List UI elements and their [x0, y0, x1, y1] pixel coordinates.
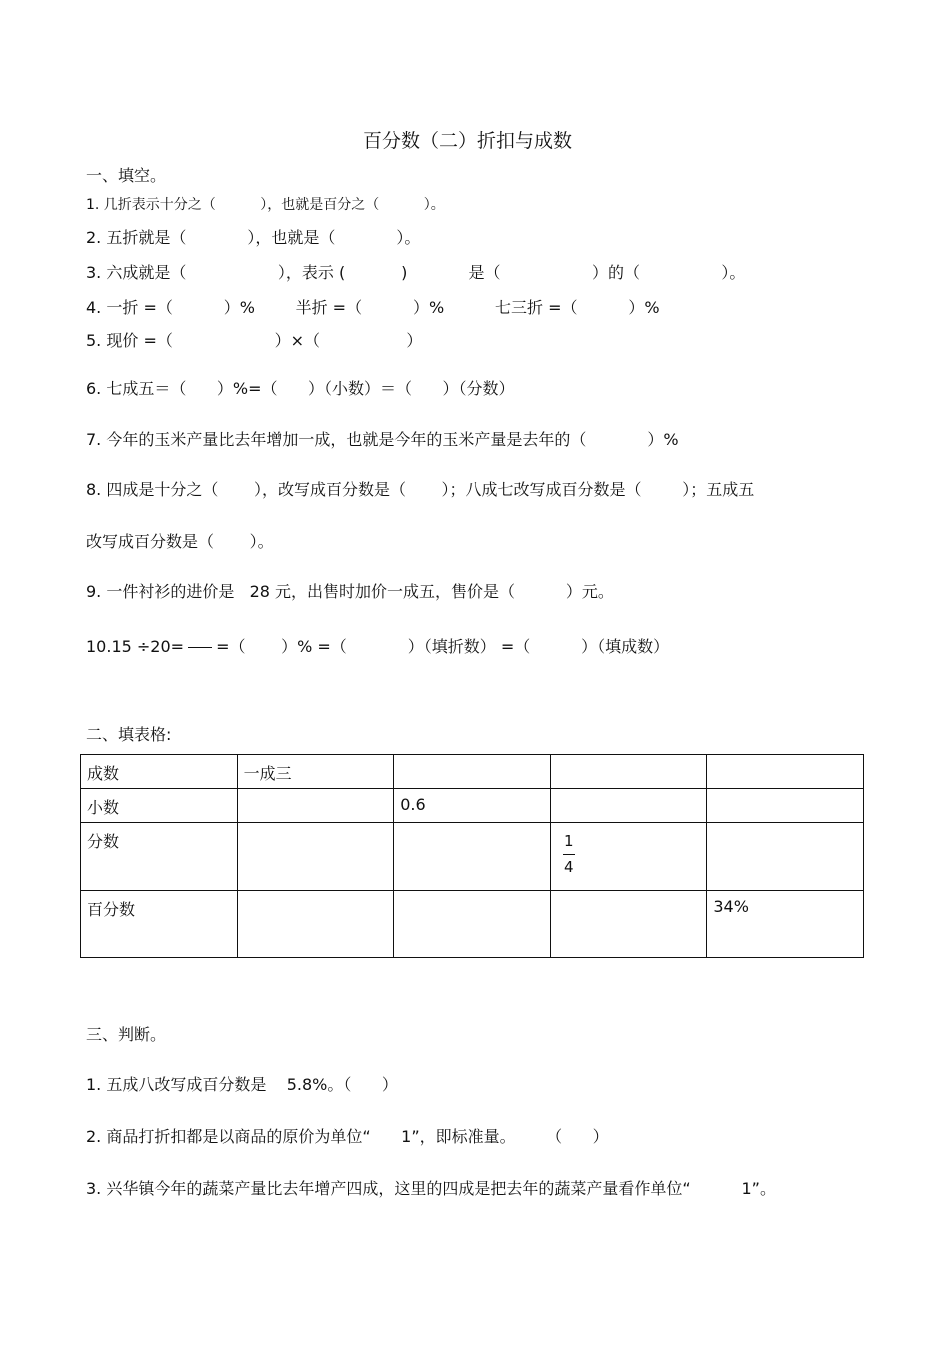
- question-1-9: 9. 一件衬衫的进价是 28 元，出售时加价一成五，售价是（ ）元。: [86, 582, 614, 601]
- fraction-denominator: 4: [564, 858, 574, 876]
- judgement-2: 2. 商品打折扣都是以商品的原价为单位“ 1”，即标准量。 （ ）: [86, 1127, 609, 1146]
- table-cell: [237, 823, 394, 891]
- question-1-10: [86, 637, 669, 657]
- section1-heading: 一、填空。: [86, 166, 167, 185]
- table-cell: 34%: [707, 891, 864, 958]
- table-cell: [707, 789, 864, 823]
- question-1-10-rest: =（ ）% =（ ）（填折数） =（ ）（填成数）: [216, 637, 670, 656]
- judgement-1: 1. 五成八改写成百分数是 5.8%。（ ）: [86, 1075, 398, 1094]
- question-1-4: 4. 一折 =（ ）% 半折 =（ ）% 七三折 =（ ）%: [86, 298, 660, 317]
- table-cell: 小数: [81, 789, 238, 823]
- section3-heading: 三、判断。: [86, 1025, 167, 1044]
- question-1-1: 1. 几折表示十分之（ ），也就是百分之（ ）。: [86, 197, 445, 213]
- table-row: [81, 789, 864, 823]
- table-row: [81, 891, 864, 958]
- table-cell: [394, 755, 551, 789]
- fraction-numerator: 1: [564, 832, 574, 850]
- table-cell-fraction: [550, 823, 707, 891]
- question-1-7: 7. 今年的玉米产量比去年增加一成，也就是今年的玉米产量是去年的（ ）%: [86, 430, 679, 449]
- table-cell: [550, 789, 707, 823]
- table-cell: 分数: [81, 823, 238, 891]
- fraction: [563, 833, 575, 876]
- table-cell: [550, 755, 707, 789]
- table-cell: [394, 891, 551, 958]
- fraction-bar: [563, 854, 575, 855]
- judgement-3: 3. 兴华镇今年的蔬菜产量比去年增产四成，这里的四成是把去年的蔬菜产量看作单位“ 1”。: [86, 1179, 776, 1198]
- question-1-6: 6. 七成五＝（ ）%=（ ）（小数）＝（ ）（分数）: [86, 379, 515, 398]
- table-cell: 一成三: [237, 755, 394, 789]
- table-cell: 百分数: [81, 891, 238, 958]
- conversion-table: [80, 754, 864, 958]
- section2-heading: 二、填表格:: [86, 725, 172, 744]
- table-cell: [707, 823, 864, 891]
- table-row: [81, 823, 864, 891]
- question-1-3: 3. 六成就是（ ），表示 ( ) 是（ ）的（ ）。: [86, 263, 746, 282]
- page-title: 百分数（二）折扣与成数: [362, 130, 572, 152]
- table-cell: [707, 755, 864, 789]
- table-cell: [237, 891, 394, 958]
- table-row: [81, 755, 864, 789]
- table-cell: [237, 789, 394, 823]
- table-cell: [550, 891, 707, 958]
- question-1-5: 5. 现价 =（ ）×（ ）: [86, 331, 423, 350]
- table-cell: 成数: [81, 755, 238, 789]
- question-1-2: 2. 五折就是（ ），也就是（ ）。: [86, 228, 421, 247]
- table-cell: 0.6: [394, 789, 551, 823]
- question-1-8-cont: 改写成百分数是（ ）。: [86, 532, 274, 551]
- blank-fraction-bar: [188, 647, 212, 648]
- question-1-8: 8. 四成是十分之（ ），改写成百分数是（ ）；八成七改写成百分数是（ ）；五成五: [86, 480, 755, 499]
- question-1-10-expression: 10.15 ÷20=: [86, 637, 185, 656]
- table-cell: [394, 823, 551, 891]
